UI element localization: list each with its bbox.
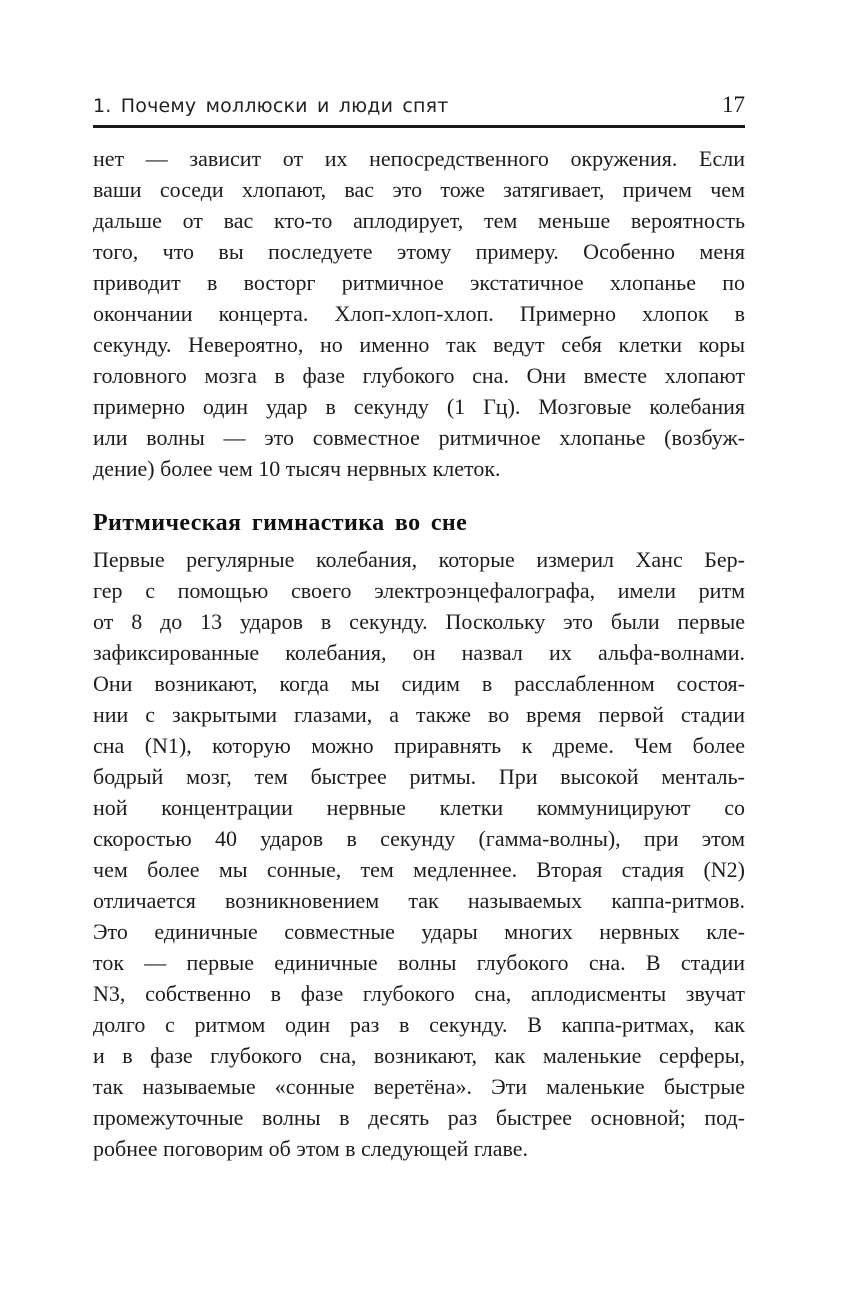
text-line: нет — зависит от их непосредственного окружения. Если: [93, 146, 745, 171]
text-line: ваши соседи хлопают, вас это тоже затягивает, причем чем: [93, 177, 745, 202]
text-line: того, что вы последуете этому примеру. Особенно меня: [93, 239, 745, 264]
text-line: так называемые «сонные веретёна». Эти маленькие быстрые: [93, 1074, 745, 1099]
text-line: зафиксированные колебания, он назвал их альфа-волнами.: [93, 640, 745, 665]
text-line: сна (N1), которую можно приравнять к дреме. Чем более: [93, 733, 745, 758]
page-body: [93, 143, 745, 1164]
text-line: секунду. Невероятно, но именно так ведут себя клетки коры: [93, 332, 745, 357]
text-line: Первые регулярные колебания, которые измерил Ханс Бер-: [93, 547, 745, 572]
text-line: Это единичные совместные удары многих нервных кле-: [93, 919, 745, 944]
text-line: Они возникают, когда мы сидим в расслабленном состоя-: [93, 671, 745, 696]
text-column: [93, 0, 745, 1164]
text-line: бодрый мозг, тем быстрее ритмы. При высокой менталь-: [93, 764, 745, 789]
text-line: приводит в восторг ритмичное экстатичное хлопанье по: [93, 270, 745, 295]
section-heading: Ритмическая гимнастика во сне: [93, 510, 468, 536]
text-line: отличается возникновением так называемых каппа-ритмов.: [93, 888, 745, 913]
text-line: ной концентрации нервные клетки коммуницируют со: [93, 795, 745, 820]
text-line: окончании концерта. Хлоп-хлоп-хлоп. Примерно хлопок в: [93, 301, 745, 326]
paragraph-brain-waves: [93, 544, 745, 1164]
text-line: или волны — это совместное ритмичное хлопанье (возбуж-: [93, 425, 745, 450]
text-line: скоростью 40 ударов в секунду (гамма-волны), при этом: [93, 826, 745, 851]
text-line: N3, собственно в фазе глубокого сна, аплодисменты звучат: [93, 981, 745, 1006]
running-header: [93, 92, 745, 128]
chapter-title: 1. Почему моллюски и люди спят: [93, 95, 449, 117]
paragraph-clapping: [93, 143, 745, 484]
text-line: ток — первые единичные волны глубокого сна. В стадии: [93, 950, 745, 975]
text-line: нии с закрытыми глазами, а также во время первой стадии: [93, 702, 745, 727]
text-line: долго с ритмом один раз в секунду. В каппа-ритмах, как: [93, 1012, 745, 1037]
text-line: и в фазе глубокого сна, возникают, как маленькие серферы,: [93, 1043, 745, 1068]
text-line: дение) более чем 10 тысяч нервных клеток.: [93, 456, 501, 481]
text-line: головного мозга в фазе глубокого сна. Они вместе хлопают: [93, 363, 745, 388]
text-line: дальше от вас кто-то аплодирует, тем меньше вероятность: [93, 208, 745, 233]
text-line: робнее поговорим об этом в следующей главе.: [93, 1136, 529, 1161]
text-line: от 8 до 13 ударов в секунду. Поскольку это были первые: [93, 609, 745, 634]
text-line: примерно один удар в секунду (1 Гц). Мозговые колебания: [93, 394, 745, 419]
text-line: чем более мы сонные, тем медленнее. Вторая стадия (N2): [93, 857, 745, 882]
page-number: 17: [722, 92, 745, 117]
text-line: гер с помощью своего электроэнцефалографа, имели ритм: [93, 578, 745, 603]
text-line: промежуточные волны в десять раз быстрее основной; под-: [93, 1105, 745, 1130]
